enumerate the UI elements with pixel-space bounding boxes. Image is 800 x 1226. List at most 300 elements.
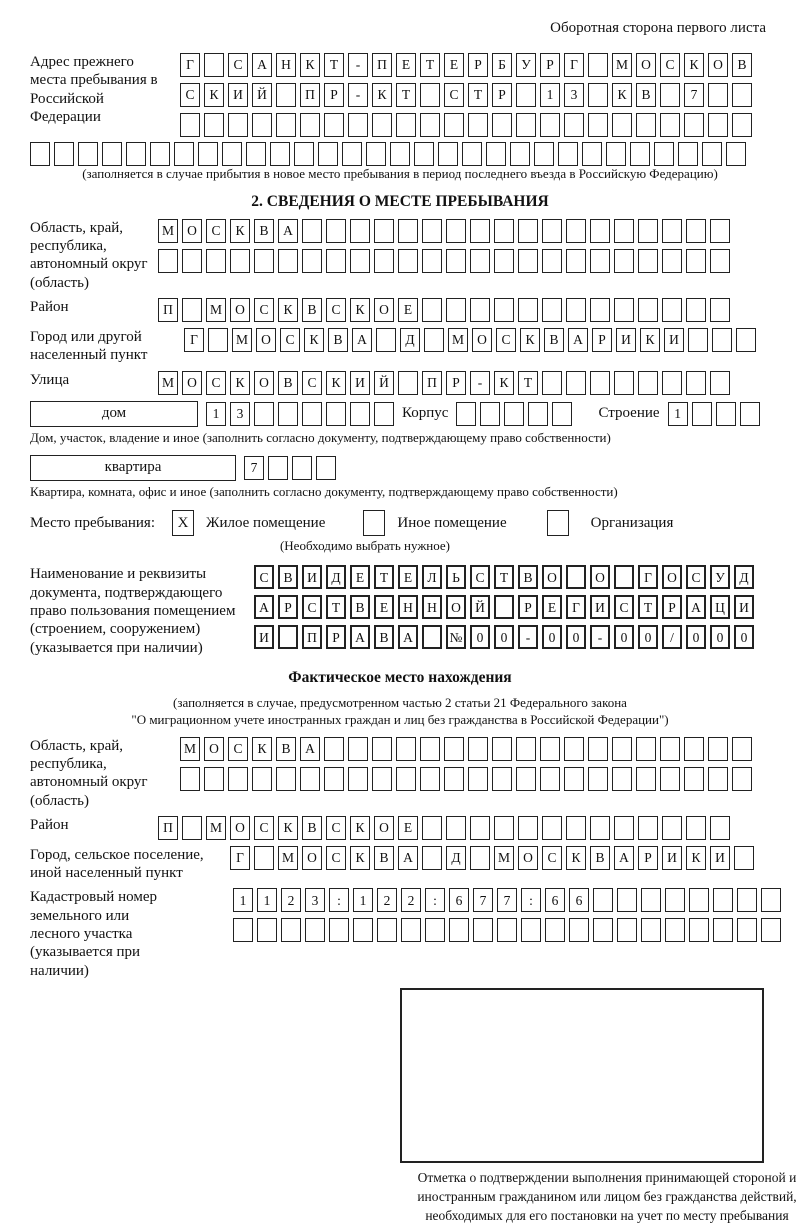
char-cell[interactable]: : [521,888,541,912]
char-cell[interactable]: С [180,83,200,107]
char-cell[interactable] [540,113,560,137]
char-cell[interactable]: С [302,595,322,619]
char-cell[interactable] [468,113,488,137]
char-cell[interactable] [662,249,682,273]
char-cell[interactable]: 1 [668,402,688,426]
char-cell[interactable]: 0 [686,625,706,649]
char-cell[interactable]: О [374,816,394,840]
char-cell[interactable] [444,737,464,761]
char-cell[interactable] [268,456,288,480]
char-cell[interactable] [374,402,394,426]
char-cell[interactable] [348,737,368,761]
char-cell[interactable] [593,888,613,912]
char-cell[interactable]: 1 [353,888,373,912]
char-cell[interactable] [518,816,538,840]
char-cell[interactable]: 6 [545,888,565,912]
char-cell[interactable]: С [326,846,346,870]
char-cell[interactable] [422,219,442,243]
char-cell[interactable] [342,142,362,166]
char-cell[interactable] [150,142,170,166]
char-cell[interactable] [480,402,500,426]
char-cell[interactable] [470,846,490,870]
char-cell[interactable] [30,142,50,166]
char-cell[interactable]: 7 [684,83,704,107]
char-cell[interactable] [662,816,682,840]
char-cell[interactable]: А [686,595,706,619]
char-cell[interactable]: Н [422,595,442,619]
char-cell[interactable]: С [302,371,322,395]
char-cell[interactable] [665,888,685,912]
char-cell[interactable] [606,142,626,166]
char-cell[interactable] [396,767,416,791]
char-cell[interactable] [732,737,752,761]
char-cell[interactable]: А [614,846,634,870]
char-cell[interactable]: И [710,846,730,870]
char-cell[interactable]: С [280,328,300,352]
char-cell[interactable] [302,219,322,243]
char-cell[interactable]: / [662,625,682,649]
char-cell[interactable]: К [494,371,514,395]
char-cell[interactable] [316,456,336,480]
char-cell[interactable] [590,816,610,840]
char-cell[interactable] [710,298,730,322]
char-cell[interactable] [713,888,733,912]
char-cell[interactable] [710,219,730,243]
char-cell[interactable]: С [206,219,226,243]
char-cell[interactable]: В [254,219,274,243]
char-cell[interactable] [390,142,410,166]
char-cell[interactable]: А [254,595,274,619]
char-cell[interactable]: М [206,298,226,322]
char-cell[interactable] [204,767,224,791]
char-cell[interactable]: С [254,816,274,840]
char-cell[interactable] [518,219,538,243]
char-cell[interactable] [518,249,538,273]
char-cell[interactable]: 6 [449,888,469,912]
char-cell[interactable] [446,298,466,322]
char-cell[interactable] [422,298,442,322]
char-cell[interactable]: К [278,298,298,322]
char-cell[interactable] [158,249,178,273]
char-cell[interactable] [305,918,325,942]
char-cell[interactable]: К [520,328,540,352]
char-cell[interactable] [449,918,469,942]
char-cell[interactable] [494,595,514,619]
char-cell[interactable] [462,142,482,166]
char-cell[interactable] [246,142,266,166]
char-cell[interactable] [564,767,584,791]
char-cell[interactable]: К [300,53,320,77]
char-cell[interactable] [446,816,466,840]
char-cell[interactable]: С [444,83,464,107]
char-cell[interactable] [528,402,548,426]
char-cell[interactable]: В [732,53,752,77]
char-cell[interactable] [398,219,418,243]
char-cell[interactable] [732,767,752,791]
char-cell[interactable] [376,328,396,352]
char-cell[interactable] [174,142,194,166]
char-cell[interactable]: - [518,625,538,649]
char-cell[interactable] [444,767,464,791]
char-cell[interactable] [542,816,562,840]
char-cell[interactable] [281,918,301,942]
char-cell[interactable] [662,298,682,322]
char-cell[interactable]: П [372,53,392,77]
char-cell[interactable] [254,402,274,426]
char-cell[interactable]: А [352,328,372,352]
char-cell[interactable] [470,298,490,322]
char-cell[interactable] [374,219,394,243]
char-cell[interactable]: Е [398,816,418,840]
char-cell[interactable] [660,113,680,137]
char-cell[interactable]: О [374,298,394,322]
char-cell[interactable] [692,402,712,426]
char-cell[interactable]: В [328,328,348,352]
char-cell[interactable] [470,816,490,840]
char-cell[interactable] [492,113,512,137]
char-cell[interactable] [582,142,602,166]
char-cell[interactable]: К [684,53,704,77]
char-cell[interactable]: О [472,328,492,352]
char-cell[interactable] [276,83,296,107]
char-cell[interactable] [278,625,298,649]
char-cell[interactable]: П [302,625,322,649]
char-cell[interactable] [641,888,661,912]
char-cell[interactable]: Р [518,595,538,619]
char-cell[interactable]: С [326,816,346,840]
char-cell[interactable]: 1 [257,888,277,912]
char-cell[interactable]: К [326,371,346,395]
char-cell[interactable] [712,328,732,352]
char-cell[interactable] [420,737,440,761]
char-cell[interactable] [636,737,656,761]
char-cell[interactable]: 0 [494,625,514,649]
char-cell[interactable]: П [422,371,442,395]
char-cell[interactable]: Т [324,53,344,77]
char-cell[interactable] [540,767,560,791]
char-cell[interactable] [566,219,586,243]
char-cell[interactable] [716,402,736,426]
char-cell[interactable]: Ц [710,595,730,619]
char-cell[interactable] [737,918,757,942]
char-cell[interactable]: И [662,846,682,870]
checkbox-organization[interactable] [547,510,569,536]
char-cell[interactable] [569,918,589,942]
char-cell[interactable] [228,767,248,791]
char-cell[interactable]: О [708,53,728,77]
char-cell[interactable] [588,53,608,77]
char-cell[interactable]: К [566,846,586,870]
char-cell[interactable]: Р [446,371,466,395]
char-cell[interactable] [372,737,392,761]
char-cell[interactable]: И [664,328,684,352]
char-cell[interactable]: Г [564,53,584,77]
char-cell[interactable] [612,113,632,137]
char-cell[interactable] [614,816,634,840]
char-cell[interactable] [590,219,610,243]
char-cell[interactable] [593,918,613,942]
char-cell[interactable] [761,918,781,942]
char-cell[interactable] [614,371,634,395]
char-cell[interactable]: В [636,83,656,107]
char-cell[interactable] [326,219,346,243]
char-cell[interactable]: С [470,565,490,589]
char-cell[interactable] [180,113,200,137]
char-cell[interactable]: Р [326,625,346,649]
char-cell[interactable]: О [230,816,250,840]
char-cell[interactable]: С [660,53,680,77]
char-cell[interactable]: М [158,219,178,243]
char-cell[interactable] [638,298,658,322]
char-cell[interactable]: - [470,371,490,395]
char-cell[interactable]: К [278,816,298,840]
char-cell[interactable] [542,219,562,243]
char-cell[interactable] [636,767,656,791]
char-cell[interactable]: Р [638,846,658,870]
char-cell[interactable] [686,816,706,840]
char-cell[interactable]: Л [422,565,442,589]
char-cell[interactable]: М [158,371,178,395]
char-cell[interactable]: А [252,53,272,77]
char-cell[interactable]: Б [492,53,512,77]
char-cell[interactable] [566,565,586,589]
char-cell[interactable] [552,402,572,426]
char-cell[interactable] [350,402,370,426]
char-cell[interactable]: В [374,846,394,870]
char-cell[interactable] [198,142,218,166]
char-cell[interactable]: О [182,371,202,395]
char-cell[interactable] [318,142,338,166]
char-cell[interactable]: К [640,328,660,352]
char-cell[interactable] [230,249,250,273]
char-cell[interactable] [761,888,781,912]
char-cell[interactable] [590,249,610,273]
char-cell[interactable] [422,625,442,649]
char-cell[interactable] [504,402,524,426]
char-cell[interactable]: М [206,816,226,840]
char-cell[interactable] [425,918,445,942]
char-cell[interactable]: М [180,737,200,761]
char-cell[interactable]: О [182,219,202,243]
char-cell[interactable] [614,249,634,273]
char-cell[interactable]: А [398,846,418,870]
char-cell[interactable]: 0 [734,625,754,649]
char-cell[interactable] [470,249,490,273]
char-cell[interactable]: С [542,846,562,870]
char-cell[interactable] [542,249,562,273]
char-cell[interactable] [182,816,202,840]
char-cell[interactable]: А [300,737,320,761]
char-cell[interactable]: О [302,846,322,870]
char-cell[interactable] [564,737,584,761]
char-cell[interactable] [208,328,228,352]
char-cell[interactable] [420,83,440,107]
char-cell[interactable]: Г [230,846,250,870]
char-cell[interactable] [377,918,397,942]
char-cell[interactable] [617,888,637,912]
char-cell[interactable] [566,298,586,322]
char-cell[interactable] [278,249,298,273]
char-cell[interactable] [126,142,146,166]
char-cell[interactable]: В [544,328,564,352]
char-cell[interactable]: О [254,371,274,395]
char-cell[interactable]: Д [446,846,466,870]
char-cell[interactable] [612,737,632,761]
char-cell[interactable] [270,142,290,166]
char-cell[interactable]: К [252,737,272,761]
char-cell[interactable] [713,918,733,942]
char-cell[interactable]: О [256,328,276,352]
char-cell[interactable] [684,737,704,761]
char-cell[interactable]: О [230,298,250,322]
char-cell[interactable] [665,918,685,942]
char-cell[interactable] [710,249,730,273]
char-cell[interactable]: 7 [497,888,517,912]
char-cell[interactable]: И [350,371,370,395]
char-cell[interactable]: П [158,816,178,840]
char-cell[interactable]: И [228,83,248,107]
char-cell[interactable] [54,142,74,166]
char-cell[interactable] [446,219,466,243]
char-cell[interactable]: И [302,565,322,589]
char-cell[interactable] [398,249,418,273]
char-cell[interactable] [708,83,728,107]
char-cell[interactable]: О [542,565,562,589]
char-cell[interactable]: К [372,83,392,107]
char-cell[interactable]: 3 [564,83,584,107]
char-cell[interactable]: Р [468,53,488,77]
char-cell[interactable]: Т [468,83,488,107]
char-cell[interactable] [233,918,253,942]
char-cell[interactable] [588,113,608,137]
char-cell[interactable] [300,767,320,791]
char-cell[interactable] [702,142,722,166]
char-cell[interactable] [654,142,674,166]
char-cell[interactable] [614,298,634,322]
char-cell[interactable] [102,142,122,166]
char-cell[interactable] [180,767,200,791]
char-cell[interactable]: Е [542,595,562,619]
char-cell[interactable]: Д [734,565,754,589]
char-cell[interactable]: О [590,565,610,589]
char-cell[interactable] [516,83,536,107]
char-cell[interactable]: В [350,595,370,619]
char-cell[interactable]: 2 [281,888,301,912]
char-cell[interactable] [678,142,698,166]
char-cell[interactable]: Г [180,53,200,77]
char-cell[interactable] [78,142,98,166]
char-cell[interactable]: Р [324,83,344,107]
char-cell[interactable] [422,816,442,840]
char-cell[interactable] [684,113,704,137]
char-cell[interactable] [350,249,370,273]
char-cell[interactable]: 0 [470,625,490,649]
char-cell[interactable] [732,113,752,137]
char-cell[interactable] [329,918,349,942]
char-cell[interactable] [736,328,756,352]
char-cell[interactable]: С [496,328,516,352]
char-cell[interactable]: Н [276,53,296,77]
char-cell[interactable]: Т [326,595,346,619]
char-cell[interactable] [588,83,608,107]
char-cell[interactable]: - [348,83,368,107]
char-cell[interactable] [300,113,320,137]
char-cell[interactable] [182,249,202,273]
char-cell[interactable]: Г [566,595,586,619]
char-cell[interactable]: И [590,595,610,619]
char-cell[interactable] [566,371,586,395]
char-cell[interactable] [473,918,493,942]
char-cell[interactable] [350,219,370,243]
char-cell[interactable]: Й [470,595,490,619]
char-cell[interactable] [424,328,444,352]
char-cell[interactable]: 7 [244,456,264,480]
char-cell[interactable] [740,402,760,426]
char-cell[interactable]: В [590,846,610,870]
char-cell[interactable] [326,402,346,426]
char-cell[interactable]: О [636,53,656,77]
char-cell[interactable]: А [350,625,370,649]
char-cell[interactable] [444,113,464,137]
char-cell[interactable]: Е [398,298,418,322]
char-cell[interactable] [494,298,514,322]
char-cell[interactable] [324,113,344,137]
char-cell[interactable] [708,767,728,791]
char-cell[interactable]: С [686,565,706,589]
char-cell[interactable] [492,767,512,791]
char-cell[interactable] [689,888,709,912]
char-cell[interactable]: Е [350,565,370,589]
char-cell[interactable]: 1 [233,888,253,912]
char-cell[interactable]: С [254,565,274,589]
char-cell[interactable] [641,918,661,942]
char-cell[interactable] [732,83,752,107]
char-cell[interactable] [470,219,490,243]
char-cell[interactable]: Р [278,595,298,619]
char-cell[interactable] [686,371,706,395]
char-cell[interactable] [660,737,680,761]
char-cell[interactable] [662,219,682,243]
char-cell[interactable] [372,767,392,791]
char-cell[interactable] [558,142,578,166]
char-cell[interactable]: - [590,625,610,649]
char-cell[interactable] [494,249,514,273]
char-cell[interactable]: К [230,371,250,395]
char-cell[interactable] [292,456,312,480]
char-cell[interactable]: У [710,565,730,589]
char-cell[interactable]: № [446,625,466,649]
char-cell[interactable]: 3 [305,888,325,912]
char-cell[interactable] [686,249,706,273]
char-cell[interactable] [708,737,728,761]
char-cell[interactable] [438,142,458,166]
char-cell[interactable]: С [228,53,248,77]
char-cell[interactable] [422,249,442,273]
char-cell[interactable] [204,53,224,77]
char-cell[interactable]: К [350,816,370,840]
char-cell[interactable]: А [568,328,588,352]
char-cell[interactable]: Р [492,83,512,107]
char-cell[interactable] [542,371,562,395]
char-cell[interactable] [252,767,272,791]
char-cell[interactable] [638,816,658,840]
char-cell[interactable] [401,918,421,942]
char-cell[interactable]: Ь [446,565,466,589]
char-cell[interactable] [348,767,368,791]
char-cell[interactable]: 1 [206,402,226,426]
char-cell[interactable] [422,846,442,870]
char-cell[interactable] [492,737,512,761]
